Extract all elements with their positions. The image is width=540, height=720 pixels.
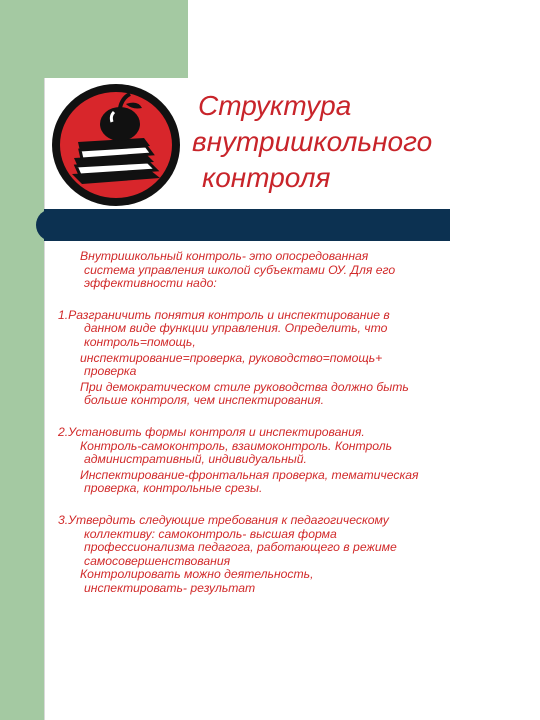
item1-cont-1: данном виде функции управления. Определить, что: [84, 321, 388, 336]
item1-line-a: инспектирование=проверка, руководство=помощь+: [80, 350, 383, 365]
item1-head: 1.Разграничить понятия контроль и инспектирование в: [58, 307, 390, 322]
title-line-1: Структура: [198, 90, 352, 121]
slide-body: [56, 250, 506, 595]
slide-title: [192, 88, 522, 196]
intro-line-1: Внутришкольный контроль- это опосредованная: [80, 249, 369, 263]
title-band: [44, 209, 450, 241]
item3-cont-2: профессионализма педагога, работающего в режиме: [84, 540, 397, 555]
item2-line-b2: проверка, контрольные срезы.: [84, 481, 263, 496]
item1-line-b2: больше контроля, чем инспектирования.: [84, 393, 325, 408]
intro-line-2: система управления школой субъектами ОУ. Для его: [84, 262, 396, 277]
item3-cont-3: самосовершенствования: [84, 553, 231, 568]
left-strip-edge: [44, 78, 45, 720]
item2-line-b: Инспектирование-фронтальная проверка, тематическая: [80, 467, 419, 482]
item1-cont-2: контроль=помощь,: [84, 334, 196, 349]
item3-line-a: Контролировать можно деятельность,: [80, 567, 314, 582]
item2-head: 2.Установить формы контроля и инспектирования.: [58, 424, 365, 439]
title-line-3: контроля: [202, 162, 331, 193]
intro-line-3: эффективности надо:: [84, 276, 217, 291]
item2-line-a2: административный, индивидуальный.: [84, 452, 307, 467]
item3-line-a2: инспектировать- результат: [84, 580, 256, 595]
left-green-strip: [0, 0, 44, 720]
item3-cont-1: коллективу: самоконтроль- высшая форма: [84, 526, 337, 541]
item1-line-a2: проверка: [84, 364, 137, 379]
apple-on-books-icon: [50, 82, 182, 208]
title-line-2: внутришкольного: [192, 126, 433, 157]
item1-line-b: При демократическом стиле руководства должно быть: [80, 379, 409, 394]
item2-line-a: Контроль-самоконтроль, взаимоконтроль. Контроль: [80, 438, 393, 453]
item3-head: 3.Утвердить следующие требования к педагогическому: [58, 512, 389, 527]
